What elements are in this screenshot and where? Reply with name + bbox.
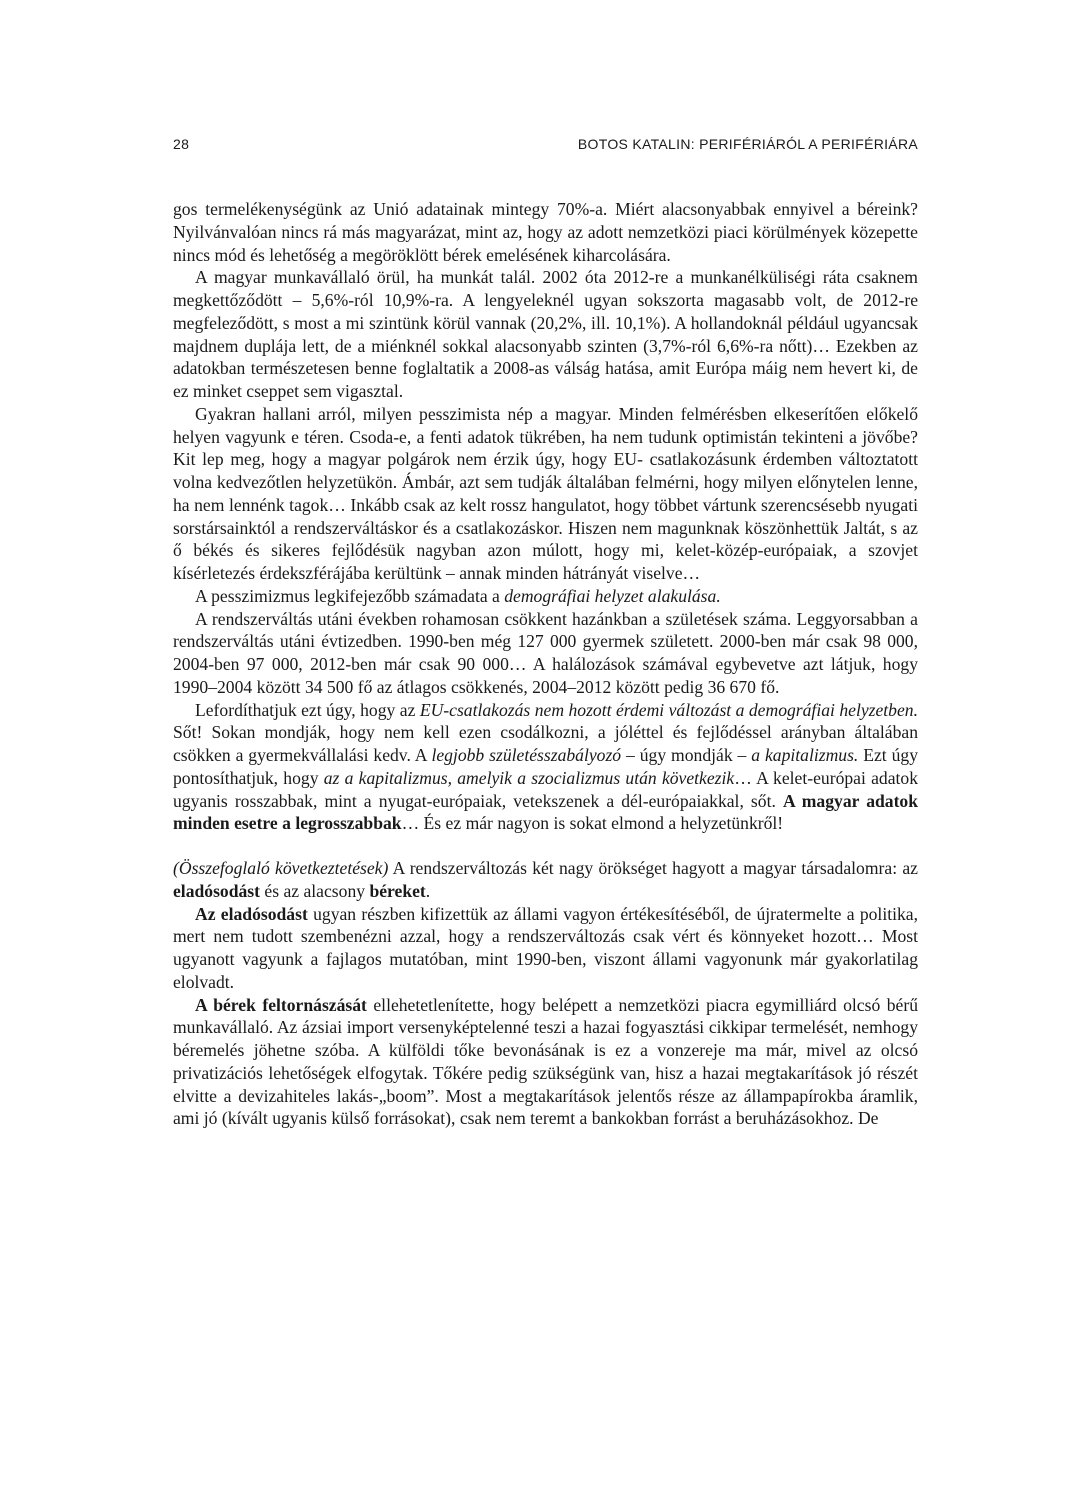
paragraph-4-text: A pesszimizmus legkifejezőbb számadata a (195, 585, 505, 606)
paragraph-7 (173, 857, 918, 903)
p9-bold-a: A bérek feltornászását (195, 994, 367, 1015)
p7-bold-e: béreket (369, 880, 426, 901)
p8-text-b: ugyan részben kifizettük az állami vagyon értékesítéséből, de újratermelte a politika, mert nem tudott szembenézni azzal, hogy a rendszerváltozás csak vért és könnyeket hozott… Most ugyanott vagyunk a fajlagos mutatóban, mint 1990-ben, viszont állami vagyonunk már gyakorlatilag elolvadt. (173, 903, 918, 992)
p6-italic-f: a kapitalizmus. (751, 745, 859, 765)
p7-text-f: . (425, 880, 431, 901)
p7-bold-c: eladósodást (173, 880, 261, 901)
body-text (173, 198, 918, 1130)
paragraph-3: Gyakran hallani arról, milyen pesszimista nép a magyar. Minden felmérésben elkeserítően előkelő helyen vagyunk e téren. Csoda-e, a fenti adatok tükrében, ha nem tudunk optimistán tekinteni a jövőbe? Kit lep meg, hogy a magyar polgárok nem érzik úgy, hogy EU- csatlakozásunk érdemben változtatott volna kedvezőtlen helyzetükön. Ámbár, azt sem tudják általában felmérni, hogy milyen előnytelen lenne, ha nem lennénk tagok… Inkább csak az kelt rossz hangulatot, hogy többet vártunk szerencsésebb nyugati sorstársainktól a rendszerváltáskor és a csatlakozáskor. Hiszen nem magunknak köszönhettük Jaltát, s az ő békés és sikeres fejlődésük nagyban azon múlott, hogy mi, kelet-közép-európaiak, a szovjet kísérletezés érdekszférájába kerültünk – annak minden hátrányát viselve… (173, 403, 918, 583)
paragraph-2: A magyar munkavállaló örül, ha munkát talál. 2002 óta 2012-re a munkanélküliségi ráta csaknem megkettőződött – 5,6%-ról 10,9%-ra. A lengyeleknél ugyan sokszorta magasabb volt, de 2012-re megfeleződött, s most a mi szintünk körül vannak (20,2%, ill. 10,1%). A hollandoknál például ugyancsak majdnem duplája lett, de a miénknél sokkal alacsonyabb szinten (3,7%-ról 6,6%-ra nőtt)… Ezekben az adatokban természetesen benne foglaltatik a 2008-as válság hatása, amit Európa máig nem hevert ki, de ez minket cseppet sem vigasztal. (173, 267, 918, 401)
paragraph-6 (173, 699, 918, 836)
p6-italic-b: EU-csatlakozás nem hozott érdemi változást a demográfiai helyzetben. (419, 699, 918, 720)
paragraph-9 (173, 994, 918, 1131)
page-number: 28 (173, 136, 190, 152)
running-header (173, 136, 918, 156)
paragraph-4-italic: demográfiai helyzet alakulása. (504, 585, 721, 606)
paragraph-8 (173, 903, 918, 994)
p6-text-c: Sőt! Sokan mondják, hogy nem kell ezen csodálkozni, a jóléttel és fejlődéssel arányban általában csökken a gyermekvállalási kedv. A (173, 722, 918, 765)
p7-text-d: és az alacsony (260, 880, 370, 901)
p6-text-a: Lefordíthatjuk ezt úgy, hogy az (195, 699, 420, 720)
p8-bold-a: Az eladósodást (195, 903, 308, 924)
p6-italic-d: legjobb születésszabályozó (431, 745, 622, 765)
p6-text-g: Ezt úgy pontosíthatjuk, hogy (173, 745, 918, 788)
paragraph-1: gos termelékenységünk az Unió adatainak mintegy 70%-a. Miért alacsonyabbak ennyivel a béreink? Nyilvánvalóan nincs rá más magyarázat, mint az, hogy az adott nemzetközi piaci körülmények közepette nincs mód és lehetőség a megöröklött bérek emelésének kiharcolására. (173, 199, 918, 265)
p6-italic-h: az a kapitalizmus, amelyik a szocializmus után következik (323, 767, 735, 788)
p6-bold-j: A magyar adatok minden esetre a legrosszabbak (173, 790, 919, 834)
p6-text-k: … És ez már nagyon is sokat elmond a helyzetünkről! (401, 813, 784, 834)
p9-text-b: ellehetetlenítette, hogy belépett a nemzetközi piacra egymilliárd olcsó bérű munkavállaló. Az ázsiai import versenyképtelenné teszi a hazai fogyasztási cikkipar termelését, nemhogy béremelés jöhetne szóba. A külföldi tőke bevonásának is ez a vonzereje ma már, mivel az olcsó privatizációs lehetőségek elfogytak. Tőkére pedig szükségünk van, hisz a hazai megtakarítások jó részét elvitte a devizahiteles lakás-„boom”. Most a megtakarítások jelentős része az állampapírokba áramlik, ami jó (kívált ugyanis külső forrásokat), csak nem teremt a bankokban forrást a beruházásokhoz. De (173, 994, 918, 1129)
p7-text-b: A rendszerváltozás két nagy örökséget hagyott a magyar társadalomra: az (388, 858, 918, 878)
p6-text-i: … A kelet-európai adatok ugyanis rosszabbak, mint a nyugat-európaiak, vetekszenek a dél-európaiakkal, sőt. (173, 767, 918, 811)
p7-italic-a: (Összefoglaló következtetések) (173, 858, 389, 878)
running-title: BOTOS KATALIN: PERIFÉRIÁRÓL A PERIFÉRIÁRA (577, 136, 918, 152)
paragraph-4 (173, 585, 918, 608)
paragraph-5: A rendszerváltás utáni években rohamosan csökkent hazánkban a születések száma. Leggyorsabban a rendszerváltás utáni évtizedben. 1990-ben még 127 000 gyermek született. 2000-ben már csak 98 000, 2004-ben 97 000, 2012-ben már csak 90 000… A halálozások számával egybevetve azt látjuk, hogy 1990–2004 között 34 500 fő az átlagos csökkenés, 2004–2012 között pedig 36 670 fő. (173, 608, 918, 697)
p6-text-e: – úgy mondják – (621, 745, 752, 765)
